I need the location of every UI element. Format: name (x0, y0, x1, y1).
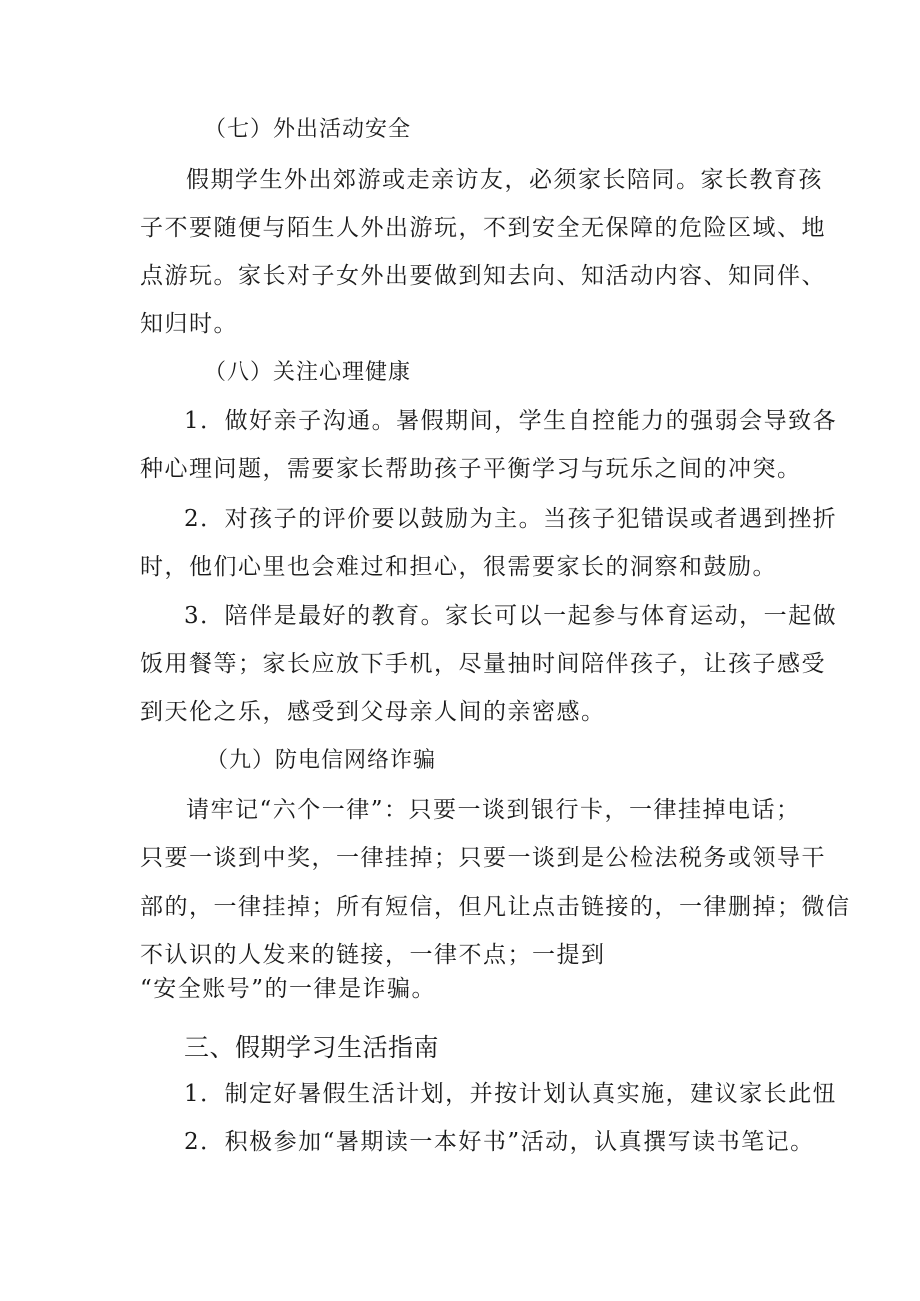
section-heading-fraud-prevention: （九）防电信网络诈骗 (206, 748, 437, 773)
part-heading-study-guide: 三、假期学习生活指南 (184, 1033, 440, 1062)
list-item-line: 时，他们心里也会难过和担心，很需要家长的洞察和鼓励。 (140, 554, 777, 580)
list-item-line: 2．积极参加“暑期读一本好书”活动，认真撰写读书笔记。 (184, 1129, 815, 1155)
paragraph-line: 知归时。 (140, 311, 238, 337)
paragraph-line: 点游玩。家长对子女外出要做到知去向、知活动内容、知同伴、 (140, 263, 826, 289)
paragraph-line: 不认识的人发来的链接，一律不点；一提到 (140, 942, 606, 968)
paragraph-line: “安全账号”的一律是诈骗。 (140, 976, 437, 1002)
list-item-line: 到天伦之乐，感受到父母亲人间的亲密感。 (140, 699, 606, 725)
list-item-line: 1．制定好暑假生活计划，并按计划认真实施，建议家长此忸 (184, 1081, 838, 1107)
paragraph-line: 只要一谈到中奖，一律挂掉；只要一谈到是公检法税务或领导干 (140, 845, 826, 871)
paragraph-line: 子不要随便与陌生人外出游玩，不到安全无保障的危险区域、地 (140, 215, 826, 241)
list-item-line: 2．对孩子的评价要以鼓励为主。当孩子犯错误或者遇到挫折 (184, 506, 838, 532)
paragraph-line: 假期学生外出郊游或走亲访友，必须家长陪同。家长教育孩 (186, 167, 823, 193)
paragraph-line: 请牢记“六个一律”：只要一谈到银行卡，一律挂掉电话； (186, 797, 801, 823)
paragraph-line: 部的，一律挂掉；所有短信，但凡让点击链接的，一律删掉；微信 (140, 894, 851, 920)
list-item-line: 3．陪伴是最好的教育。家长可以一起参与体育运动，一起做 (184, 603, 838, 629)
list-item-line: 饭用餐等；家长应放下手机，尽量抽时间陪伴孩子，让孩子感受 (140, 651, 826, 677)
section-heading-mental-health: （八）关注心理健康 (204, 360, 412, 385)
list-item-line: 种心理问题，需要家长帮助孩子平衡学习与玩乐之间的冲突。 (140, 456, 802, 482)
list-item-line: 1．做好亲子沟通。暑假期间，学生自控能力的强弱会导致各 (184, 408, 838, 434)
section-heading-outdoor-safety: （七）外出活动安全 (204, 117, 412, 142)
